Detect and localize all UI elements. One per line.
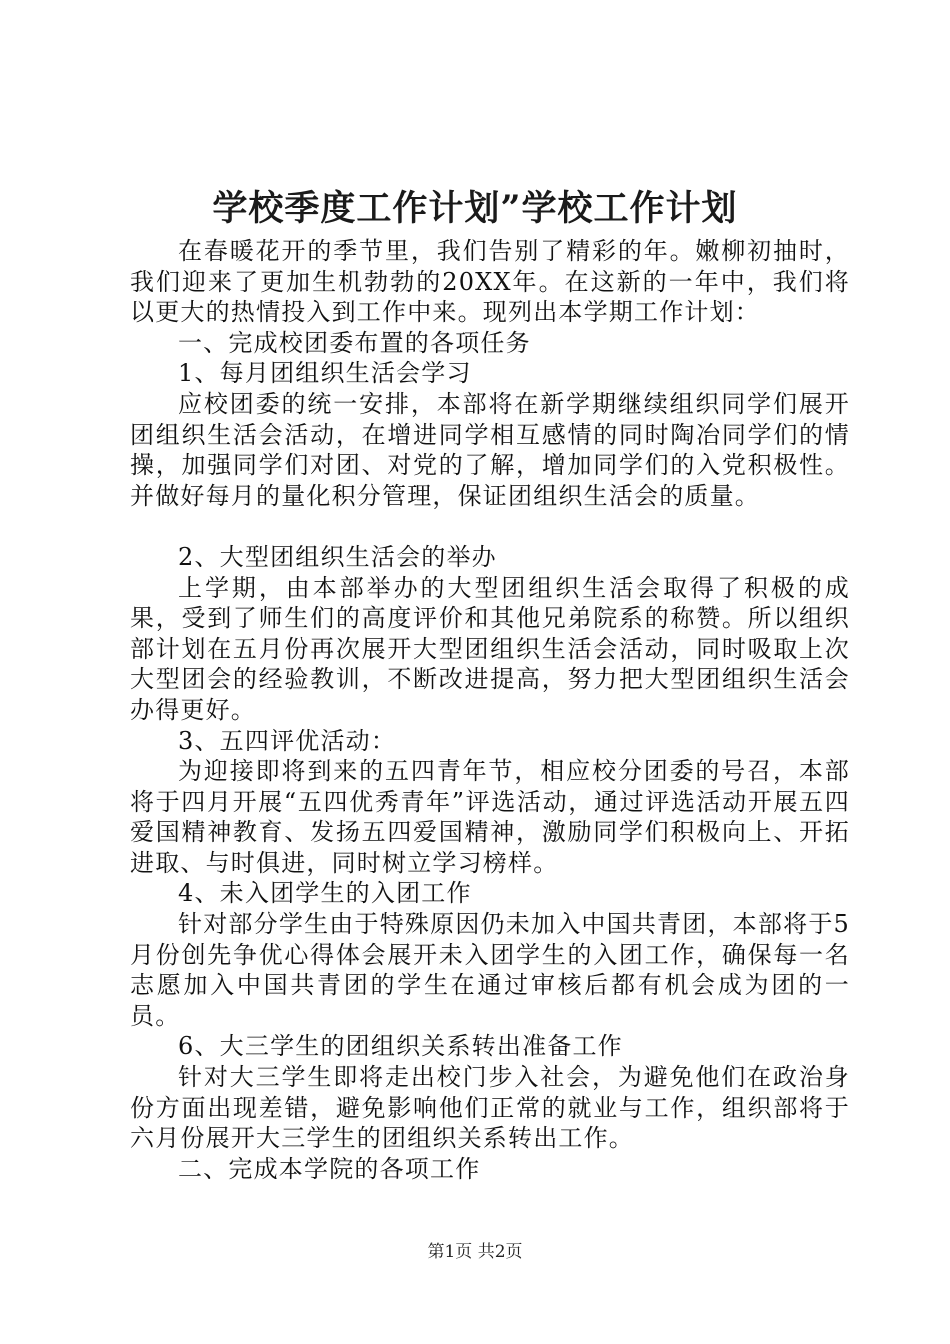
item-heading: 4、未入团学生的入团工作 [178,879,472,908]
section-heading: 一、完成校团委布置的各项任务 [178,328,531,357]
document-title: 学校季度工作计划”学校工作计划 [212,188,738,229]
item-paragraph: 针对部分学生由于特殊原因仍未加入中国共青团，本部将于5月份创先争优心得体会展开未入团学生的入团工作，确保每一名志愿加入中国共青团的学生在通过审核后都有机会成为团的一员。 [130,910,850,1030]
item-heading: 3、五四评优活动： [178,726,397,755]
page-footer: 第1页 共2页 [427,1242,523,1262]
item-paragraph: 应校团委的统一安排，本部将在新学期继续组织同学们展开团组织生活会活动，在增进同学相互感情的同时陶冶同学们的情操，加强同学们对团、对党的了解，增加同学们的入党积极性。并做好每月的量化积分管理，保证团组织生活会的质量。 [130,389,850,510]
item-heading: 6、大三学生的团组织关系转出准备工作 [178,1032,623,1061]
item-paragraph: 为迎接即将到来的五四青年节，相应校分团委的号召，本部将于四月开展“五四优秀青年”评选活动，通过评选活动开展五四爱国精神教育、发扬五四爱国精神，激励同学们积极向上、开拓进取、与时俱进，同时树立学习榜样。 [130,757,850,877]
item-heading: 2、大型团组织生活会的举办 [178,542,497,571]
item-heading: 1、每月团组织生活会学习 [178,359,472,388]
intro-paragraph: 在春暖花开的季节里，我们告别了精彩的年。嫩柳初抽时，我们迎来了更加生机勃勃的20XX年。在这新的一年中，我们将以更大的热情投入到工作中来。现列出本学期工作计划： [130,237,850,327]
section-heading: 二、完成本学院的各项工作 [178,1154,481,1183]
document-body [130,236,850,1184]
item-paragraph: 针对大三学生即将走出校门步入社会，为避免他们在政治身份方面出现差错，避免影响他们正常的就业与工作，组织部将于六月份展开大三学生的团组织关系转出工作。 [130,1063,850,1153]
item-paragraph: 上学期，由本部举办的大型团组织生活会取得了积极的成果，受到了师生们的高度评价和其他兄弟院系的称赞。所以组织部计划在五月份再次展开大型团组织生活会活动，同时吸取上次大型团会的经验教训，不断改进提高，努力把大型团组织生活会办得更好。 [130,573,850,724]
